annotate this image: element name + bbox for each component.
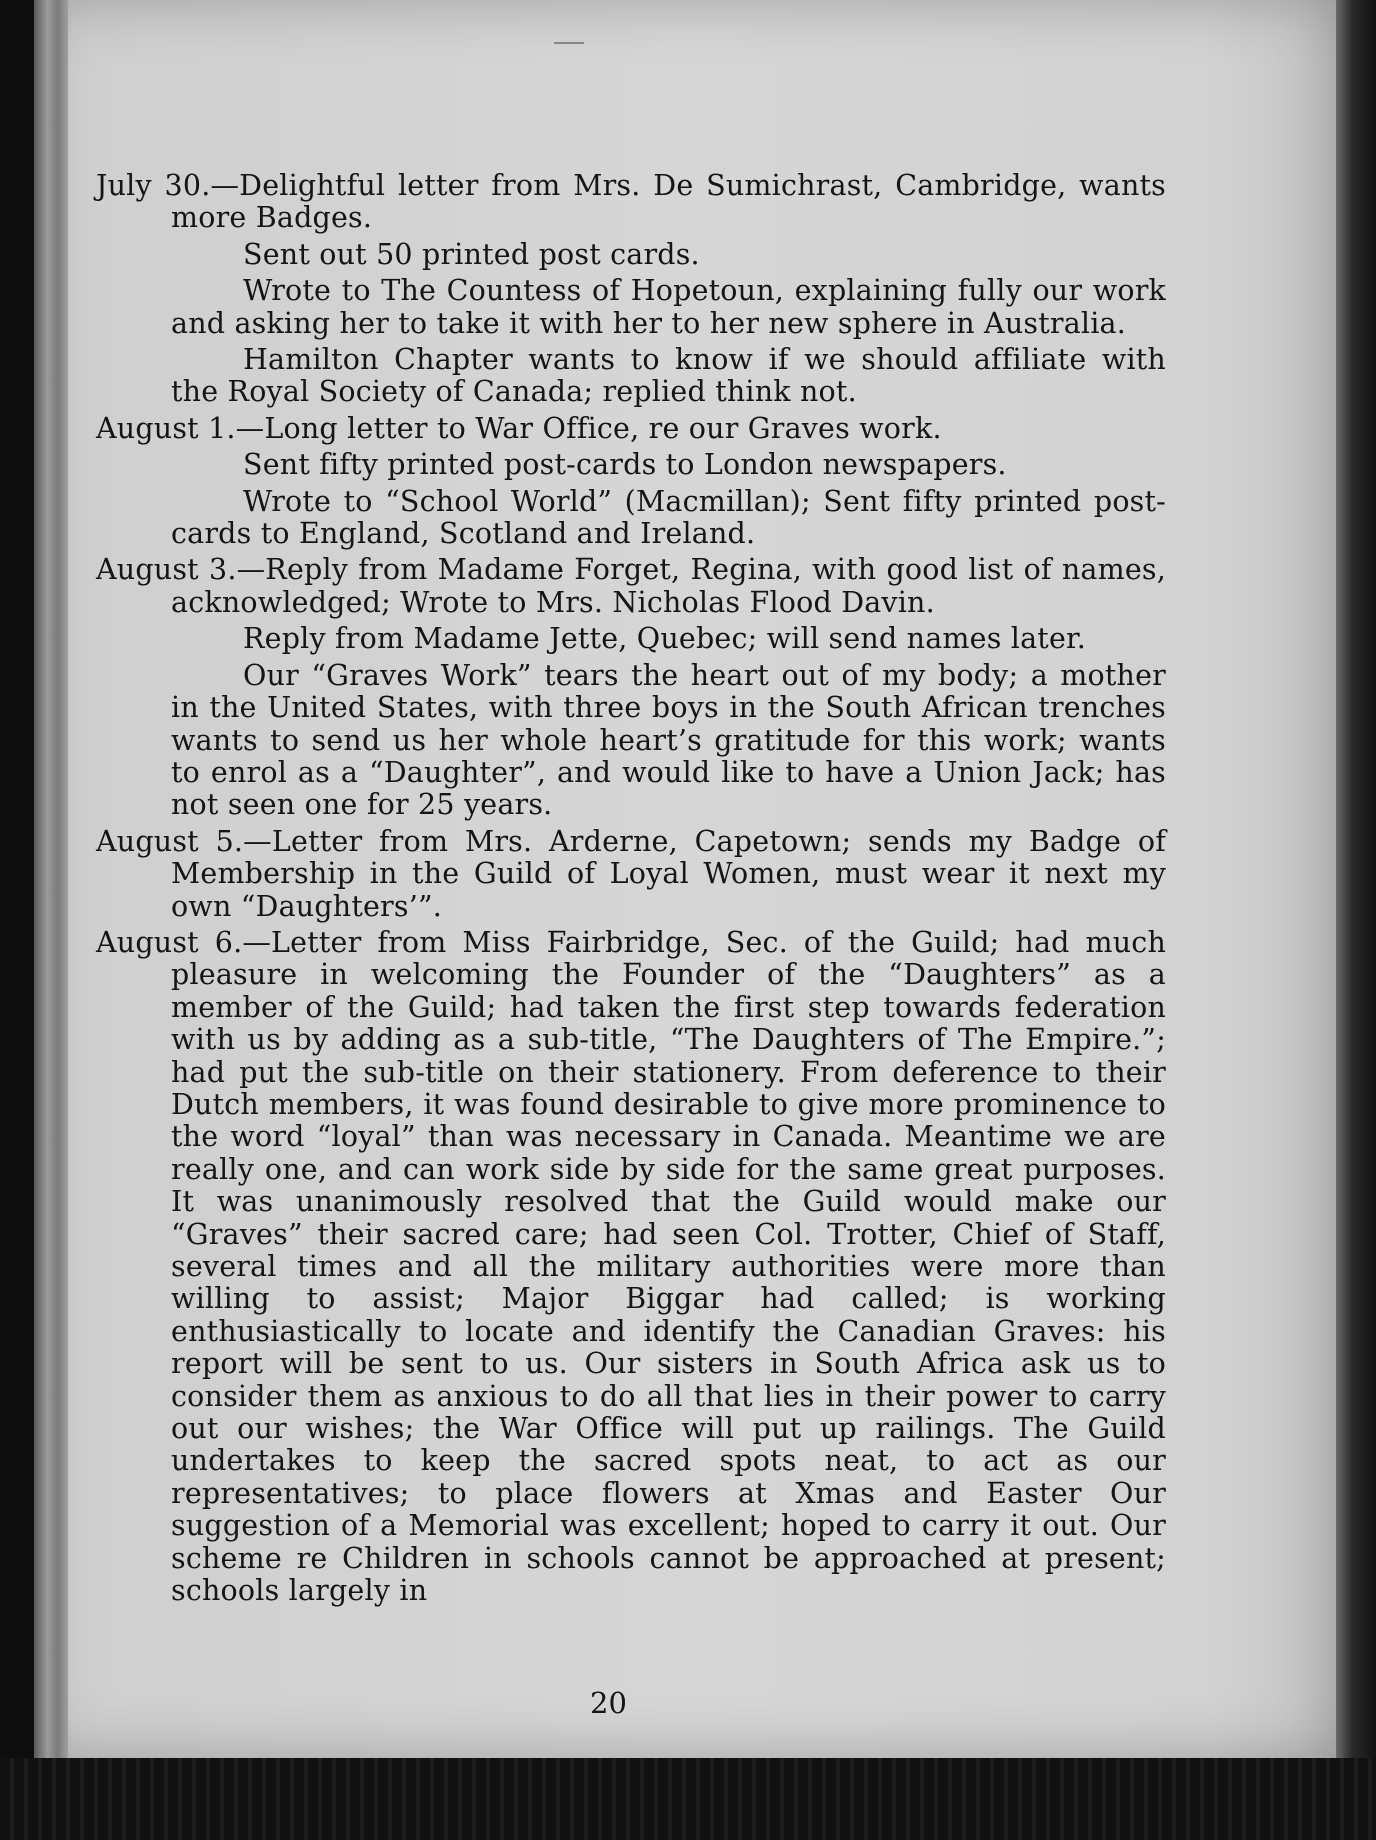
entry-school-world: Wrote to “School World” (Macmillan); Sent fifty printed post-cards to England, Scotland and Ireland. bbox=[171, 484, 1166, 551]
entry-madame-jette: Reply from Madame Jette, Quebec; will send names later. bbox=[243, 622, 1086, 656]
print-mark bbox=[554, 42, 584, 44]
diary-text-block bbox=[96, 170, 1166, 1611]
entry-london-newspapers: Sent fifty printed post-cards to London newspapers. bbox=[243, 448, 1007, 482]
entry-postcards: Sent out 50 printed post cards. bbox=[243, 237, 700, 271]
entry-hamilton-chapter: Hamilton Chapter wants to know if we should affiliate with the Royal Society of Canada; replied think not. bbox=[171, 343, 1166, 409]
page-binding-gutter bbox=[34, 0, 68, 1758]
entry-august-3: August 3.—Reply from Madame Forget, Regina, with good list of names, acknowledged; Wrote to Mrs. Nicholas Flood Davin. bbox=[96, 553, 1166, 619]
page-right-edge bbox=[1336, 0, 1376, 1840]
entry-august-1: August 1.—Long letter to War Office, re our Graves work. bbox=[96, 411, 942, 445]
page-bottom-edge bbox=[0, 1758, 1376, 1840]
entry-august-6: August 6.—Letter from Miss Fairbridge, Sec. of the Guild; had much pleasure in welcoming the Founder of the “Daughters” as a member of the Guild; had taken the first step towards federation with us by adding as a sub-title, “The Daughters of The Empire.”; had put the sub-title on their stationery. From deference to their Dutch members, it was found desirable to give more prominence to the word “loyal” than was necessary in Canada. Meantime we are really one, and can work side by side for the same great purposes. It was unanimously resolved that the Guild would make our “Graves” their sacred care; had seen Col. Trotter, Chief of Staff, several times and all the military authorities were more than willing to assist; Major Biggar had called; is working enthusiastically to locate and identify the Canadian Graves: his report will be sent to us. Our sisters in South Africa ask us to consider them as anxious to do all that lies in their power to carry out our wishes; the War Office will put up railings. The Guild undertakes to keep the sacred spots neat, to act as our representatives; to place flowers at Xmas and Easter Our suggestion of a Memorial was excellent; hoped to carry it out. Our scheme re Children in schools cannot be approached at present; schools largely in bbox=[96, 925, 1166, 1608]
entry-countess-hopetoun: Wrote to The Countess of Hopetoun, explaining fully our work and asking her to take it with her to her new sphere in Australia. bbox=[171, 274, 1166, 340]
page-number: 20 bbox=[590, 1686, 627, 1720]
entry-august-5: August 5.—Letter from Mrs. Arderne, Capetown; sends my Badge of Membership in the Guild of Loyal Women, must wear it next my own “Daughters’”. bbox=[96, 824, 1166, 923]
entry-graves-work: Our “Graves Work” tears the heart out of my body; a mother in the United States, with three boys in the South African trenches wants to send us her whole heart’s gratitude for this work; wants to enrol as a “Daughter”, and would like to have a Union Jack; has not seen one for 25 years. bbox=[171, 658, 1166, 822]
entry-july-30: July 30.—Delightful letter from Mrs. De Sumichrast, Cambridge, wants more Badges. bbox=[96, 169, 1166, 235]
